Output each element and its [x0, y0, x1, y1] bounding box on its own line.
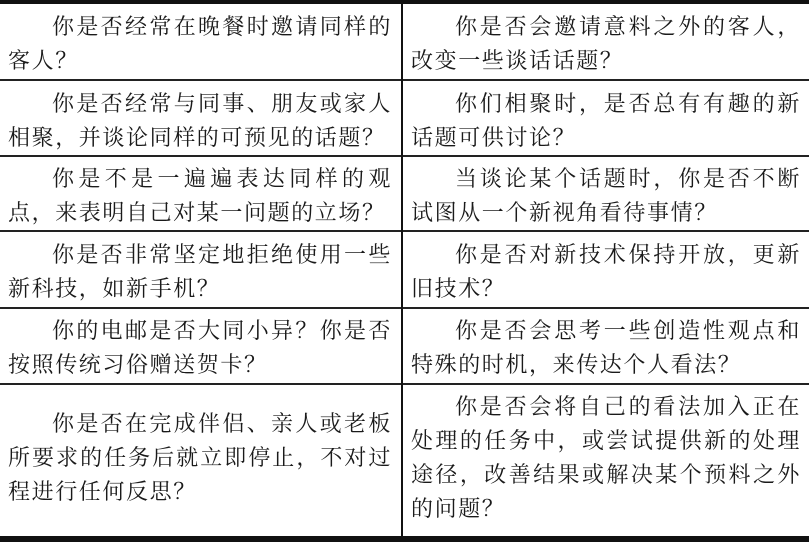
table-cell-right: 你是否对新技术保持开放，更新旧技术？ — [411, 243, 801, 302]
table-cell-right: 你是否会思考一些创造性观点和特殊的时机，来传达个人看法？ — [411, 319, 801, 378]
table-top-rule — [0, 0, 809, 4]
table-cell-left: 你是不是一遍遍表达同样的观点，来表明自己对某一问题的立场？ — [8, 167, 392, 226]
table-cell-left: 你是否经常与同事、朋友或家人相聚，并谈论同样的可预见的话题？ — [8, 92, 392, 151]
table-cell-right: 当谈论某个话题时，你是否不断试图从一个新视角看待事情？ — [411, 167, 801, 226]
row-divider — [0, 383, 809, 385]
table-cell-left: 你是否非常坚定地拒绝使用一些新科技，如新手机？ — [8, 243, 392, 302]
table-cell-right: 你是否会邀请意料之外的客人，改变一些谈话话题？ — [411, 15, 801, 74]
table-bottom-rule — [0, 536, 809, 542]
table-cell-left: 你的电邮是否大同小异？你是否按照传统习俗赠送贺卡？ — [8, 319, 392, 378]
table-cell-left: 你是否在完成伴侣、亲人或老板所要求的任务后就立即停止，不对过程进行任何反思？ — [8, 412, 392, 505]
table-cell-left: 你是否经常在晚餐时邀请同样的客人？ — [8, 15, 392, 74]
column-divider — [401, 0, 403, 542]
table-cell-right: 你们相聚时，是否总有有趣的新话题可供讨论？ — [411, 92, 801, 151]
row-divider — [0, 307, 809, 309]
row-divider — [0, 79, 809, 81]
table-cell-right: 你是否会将自己的看法加入正在处理的任务中，或尝试提供新的处理途径，改善结果或解决某个预料之外的问题？ — [411, 395, 801, 522]
